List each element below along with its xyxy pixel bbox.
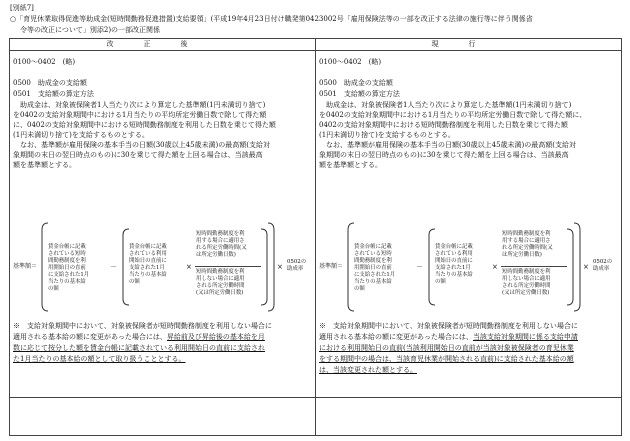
note-divider (9, 397, 621, 398)
minus-sign: － (110, 263, 117, 271)
minus-sign: － (416, 263, 423, 271)
body-line: を0402の支給対象期間中における1月当たりの平均所定労働日数で除して得た額 (13, 111, 267, 119)
body-line: 象期間の末日の翌日時点のもの)に30を乗じて得た額を上回る場合は、当該最高 (13, 151, 263, 159)
times-sign-2: × (277, 263, 283, 271)
note-line: 適用される基本給の額に変更があった場合には、昇給前及び昇給後の基本給を月 (13, 333, 265, 341)
section-0500: 0500 助成金の支給額 (319, 79, 393, 87)
note-line: ※ 支給対象期間中において、対象被保険者が短時間勤務制度を利用しない場合に (319, 322, 578, 330)
section-0501: 0501 支給額の算定方法 (13, 90, 94, 98)
note-line: ※ 支給対象期間中において、対象被保険者が短時間勤務制度を利用しない場合に (13, 322, 272, 330)
fraction-denominator: 短時間勤務制度を利 用しない場合に適用 される所定労働時間 (又は所定労働日数) (502, 269, 551, 296)
formula-label: 基準額＝ (319, 263, 344, 270)
amended-text: 昇給前及び昇給後の基本給を月 (166, 333, 265, 341)
fraction-numerator: 短時間勤務制度を利 用する場合に適用さ れる所定労働時間(又 は所定労働日数) (196, 231, 247, 258)
body-line: (1円未満切り捨て)を支給するものとする。 (13, 131, 149, 139)
fraction-numerator: 短時間勤務制度を利 用する場合に適用さ れる所定労働時間(又 は所定労働日数) (502, 231, 553, 258)
body-line: 象期間の末日の翌日時点のもの)に30を乗じて得た額を上回る場合は、当該最高 (319, 151, 569, 159)
times-sign-2: × (583, 263, 589, 271)
body-line: を0402の支給対象期間中における1月当たりの平均所定労働日数で除して得た額に、 (319, 111, 587, 119)
fraction-bar (195, 266, 261, 267)
current-text: 当該支給対象期間に係る支給申請 (472, 333, 578, 341)
header-revised: 改正後 (106, 40, 218, 48)
body-line: 助成金は、対象被保険者1人当たり次により算定した基準額(1円未満切り捨て) (319, 101, 572, 109)
fraction-bar (501, 266, 567, 267)
subsidy-rate: 0502の 助成率 (287, 259, 307, 272)
header-current: 現行 (431, 40, 506, 48)
section-0100-0402: 0100～0402 (略) (319, 58, 382, 66)
header-divider (9, 50, 621, 51)
box-wage-at-start: 賃金台帳に記載 されている利用 開始日の直前に 支給された1月 当たりの基本給 の額 (129, 244, 167, 285)
current-text: をする期間中の場合は、当該育児休業が開始される直前)に支給された基本給の額 (319, 355, 574, 363)
body-line: (1円未満切り捨て)を支給するものとする。 (319, 131, 455, 139)
amended-text: た1月当たりの基本給の額として取り扱うこととする。 (13, 355, 186, 363)
current-text: は、当該変更された額とする。 (319, 366, 417, 374)
section-0501: 0501 支給額の算定方法 (319, 90, 400, 98)
section-0100-0402: 0100～0402 (略) (13, 58, 76, 66)
times-sign: × (492, 263, 498, 271)
box-wage-at-start: 賃金台帳に記載 されている利用 開始日の直前に 支給された1月 当たりの基本給 の額 (435, 244, 473, 285)
column-divider (315, 38, 316, 435)
body-line: なお、基準額が雇用保険の基本手当の日額(30歳以上45歳未満)の最高額(支給対 (319, 141, 577, 149)
body-line: 助成金は、対象被保険者1人当たり次により算定した基準額(1円未満切り捨て) (13, 101, 266, 109)
document-title-line-1: ○「育児休業取得促進等助成金(短時間勤務促進措置)支給要領」(平成19年4月23日付け職発第0423002号「雇用保険法等の一部を改正する法律の施行等に伴う関係省 (10, 15, 533, 23)
right-bracket-outer (572, 222, 582, 312)
amended-text: 数に応じて按分した額を賃金台帳に記載されている利用開始日の直前に支給され (13, 344, 265, 352)
box-wage-before: 賃金台帳に記載 されている短時 間勤務制度を利 用開始日の直前 に支給された1月 当たりの基本給 の額 (48, 244, 90, 292)
fraction-denominator: 短時間勤務制度を利 用しない場合に適用 される所定労働時間 (又は所定労働日数) (196, 269, 245, 296)
attachment-tag: [別紙7] (10, 4, 34, 12)
current-text: における利用開始日の直前(当該利用開始日の直前が当該対象被保険者の育児休業 (319, 344, 574, 352)
box-wage-before: 賃金台帳に記載 されている短時 間勤務制度を利 用開始日の直前 に支給された1月 当たりの基本給 の額 (354, 244, 396, 292)
body-line: 額を基準額とする。 (13, 161, 76, 169)
document-title-line-2: 令等の改正について」別添2)の一部改正関係 (20, 26, 161, 34)
note-line: 適用される基本給の額に変更があった場合には、当該支給対象期間に係る支給申請 (319, 333, 578, 341)
body-line: に、0402の支給対象期間中における短時間勤務制度を利用した日数を乗じて得た額 (13, 121, 276, 129)
body-line: なお、基準額が雇用保険の基本手当の日額(30歳以上45歳未満)の最高額(支給対 (13, 141, 271, 149)
body-line: 0402の支給対象期間中における短時間勤務制度を利用した日数を乗じて得た額 (319, 121, 568, 129)
right-bracket-outer (266, 222, 276, 312)
subsidy-rate: 0502の 助成率 (593, 259, 613, 272)
formula-label: 基準額＝ (13, 263, 38, 270)
body-line: 額を基準額とする。 (319, 161, 382, 169)
section-0500: 0500 助成金の支給額 (13, 79, 87, 87)
times-sign: × (186, 263, 192, 271)
